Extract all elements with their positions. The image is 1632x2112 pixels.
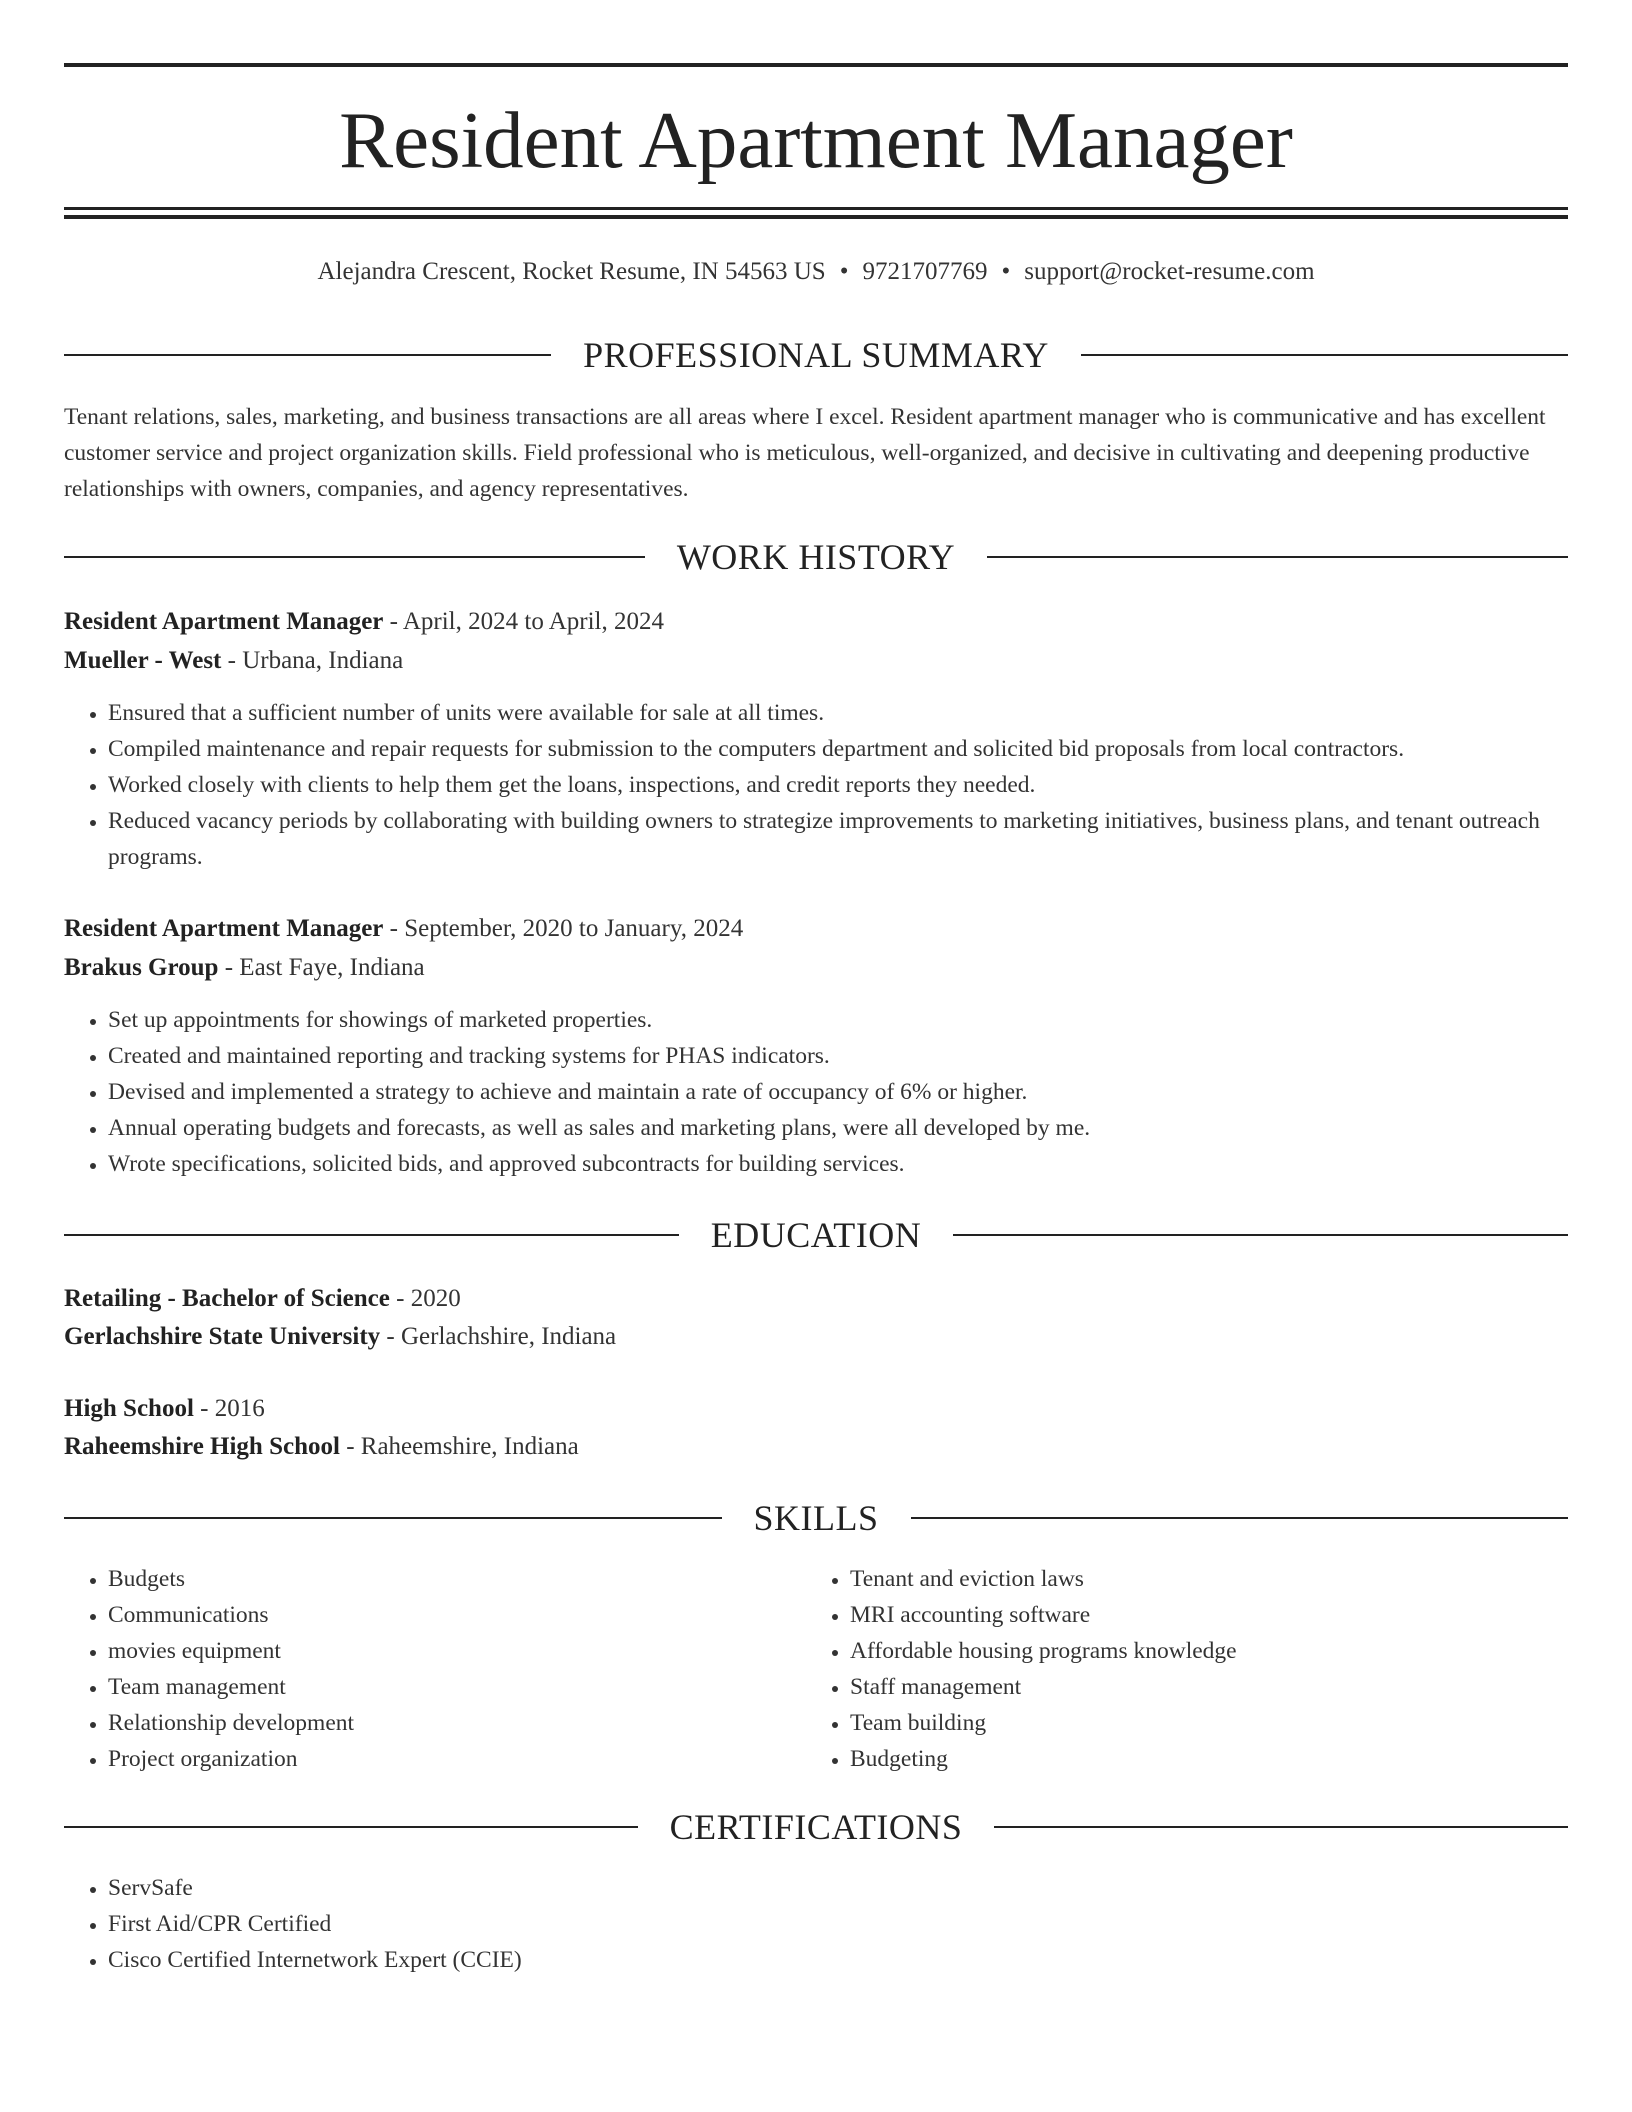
skills-right-list (806, 1561, 1548, 1777)
job-location: - Urbana, Indiana (221, 647, 404, 674)
list-item: • Budgets (108, 1561, 806, 1597)
section-title-skills: SKILLS (753, 1498, 879, 1538)
list-item: • movies equipment (108, 1633, 806, 1669)
resume-title: Resident Apartment Manager (339, 95, 1293, 185)
section-rule (64, 1234, 679, 1236)
job-1-header (64, 603, 1568, 641)
section-title-summary: PROFESSIONAL SUMMARY (583, 335, 1049, 375)
list-item: • ServSafe (108, 1870, 1612, 1906)
section-header-work (64, 535, 1568, 579)
job-dates: - September, 2020 to January, 2024 (383, 915, 744, 942)
list-item: • First Aid/CPR Certified (108, 1906, 1612, 1942)
education-1-degree (64, 1280, 1568, 1318)
job-1-bullets (64, 695, 1612, 875)
job-location: - East Faye, Indiana (218, 954, 425, 981)
section-rule (987, 556, 1568, 558)
education-school: Raheemshire High School (64, 1433, 340, 1460)
section-rule (994, 1826, 1568, 1828)
education-2-degree (64, 1390, 1568, 1428)
education-year: - 2016 (193, 1395, 265, 1422)
list-item: • Annual operating budgets and forecasts, as well as sales and marketing plans, were all developed by me. (108, 1110, 1612, 1146)
header-bottom-rule (64, 207, 1568, 210)
list-item: • Relationship development (108, 1705, 806, 1741)
section-header-skills (64, 1496, 1568, 1540)
section-header-certifications (64, 1805, 1568, 1849)
list-item: • MRI accounting software (850, 1597, 1548, 1633)
contact-email: support@rocket-resume.com (1024, 258, 1315, 285)
section-rule (1081, 354, 1568, 356)
contact-separator: • (1001, 258, 1011, 285)
contact-address: Alejandra Crescent, Rocket Resume, IN 54563 US (317, 258, 826, 285)
header-bottom-rule-2 (64, 215, 1568, 219)
skills-left-list (64, 1561, 806, 1777)
job-2-bullets (64, 1002, 1612, 1182)
job-title: Resident Apartment Manager (64, 608, 384, 635)
job-2-employer (64, 949, 1568, 987)
job-1-employer (64, 642, 1568, 680)
education-year: - 2020 (389, 1285, 461, 1312)
contact-phone: 9721707769 (862, 258, 988, 285)
section-header-summary (64, 333, 1568, 377)
list-item: • Project organization (108, 1741, 806, 1777)
list-item: • Reduced vacancy periods by collaborating with building owners to strategize improvements to marketing initiatives, business plans, and tenant outreach programs. (108, 803, 1612, 875)
section-title-certifications: CERTIFICATIONS (669, 1807, 963, 1847)
education-degree: Retailing - Bachelor of Science (64, 1285, 390, 1312)
education-2-school (64, 1428, 1568, 1466)
contact-separator: • (839, 258, 849, 285)
section-rule (64, 556, 645, 558)
section-header-education (64, 1213, 1568, 1257)
list-item: • Cisco Certified Internetwork Expert (CCIE) (108, 1942, 1612, 1978)
job-company: Brakus Group (64, 954, 219, 981)
list-item: • Set up appointments for showings of marketed properties. (108, 1002, 1612, 1038)
skills-columns (64, 1561, 1568, 1777)
list-item: • Team building (850, 1705, 1548, 1741)
list-item: • Created and maintained reporting and tracking systems for PHAS indicators. (108, 1038, 1612, 1074)
section-rule (64, 1826, 638, 1828)
section-title-work: WORK HISTORY (676, 537, 956, 577)
education-location: - Gerlachshire, Indiana (380, 1323, 617, 1350)
list-item: • Compiled maintenance and repair requests for submission to the computers department and solicited bid proposals from local contractors. (108, 731, 1612, 767)
certifications-list (64, 1870, 1612, 1978)
list-item: • Budgeting (850, 1741, 1548, 1777)
section-title-education: EDUCATION (710, 1215, 922, 1255)
job-2-header (64, 910, 1568, 948)
list-item: • Team management (108, 1669, 806, 1705)
section-rule (911, 1517, 1569, 1519)
list-item: • Affordable housing programs knowledge (850, 1633, 1548, 1669)
section-rule (953, 1234, 1568, 1236)
list-item: • Communications (108, 1597, 806, 1633)
education-degree: High School (64, 1395, 194, 1422)
list-item: • Wrote specifications, solicited bids, and approved subcontracts for building services. (108, 1146, 1612, 1182)
list-item: • Ensured that a sufficient number of units were available for sale at all times. (108, 695, 1612, 731)
education-location: - Raheemshire, Indiana (339, 1433, 579, 1460)
section-rule (64, 1517, 722, 1519)
job-title: Resident Apartment Manager (64, 915, 384, 942)
header-top-rule (64, 63, 1568, 67)
job-company: Mueller - West (64, 647, 222, 674)
education-school: Gerlachshire State University (64, 1323, 381, 1350)
contact-line (64, 254, 1568, 290)
education-1-school (64, 1318, 1568, 1356)
section-rule (64, 354, 551, 356)
list-item: • Devised and implemented a strategy to achieve and maintain a rate of occupancy of 6% or higher. (108, 1074, 1612, 1110)
list-item: • Staff management (850, 1669, 1548, 1705)
list-item: • Worked closely with clients to help them get the loans, inspections, and credit reports they needed. (108, 767, 1612, 803)
list-item: • Tenant and eviction laws (850, 1561, 1548, 1597)
job-dates: - April, 2024 to April, 2024 (383, 608, 664, 635)
summary-text: Tenant relations, sales, marketing, and business transactions are all areas where I excel. Resident apartment manager who is communicative and has excellent customer service and project organization skills. Field professional who is meticulous, well-organized, and decisive in cultivating and deepening productive relationships with owners, companies, and agency representatives. (64, 404, 1546, 502)
